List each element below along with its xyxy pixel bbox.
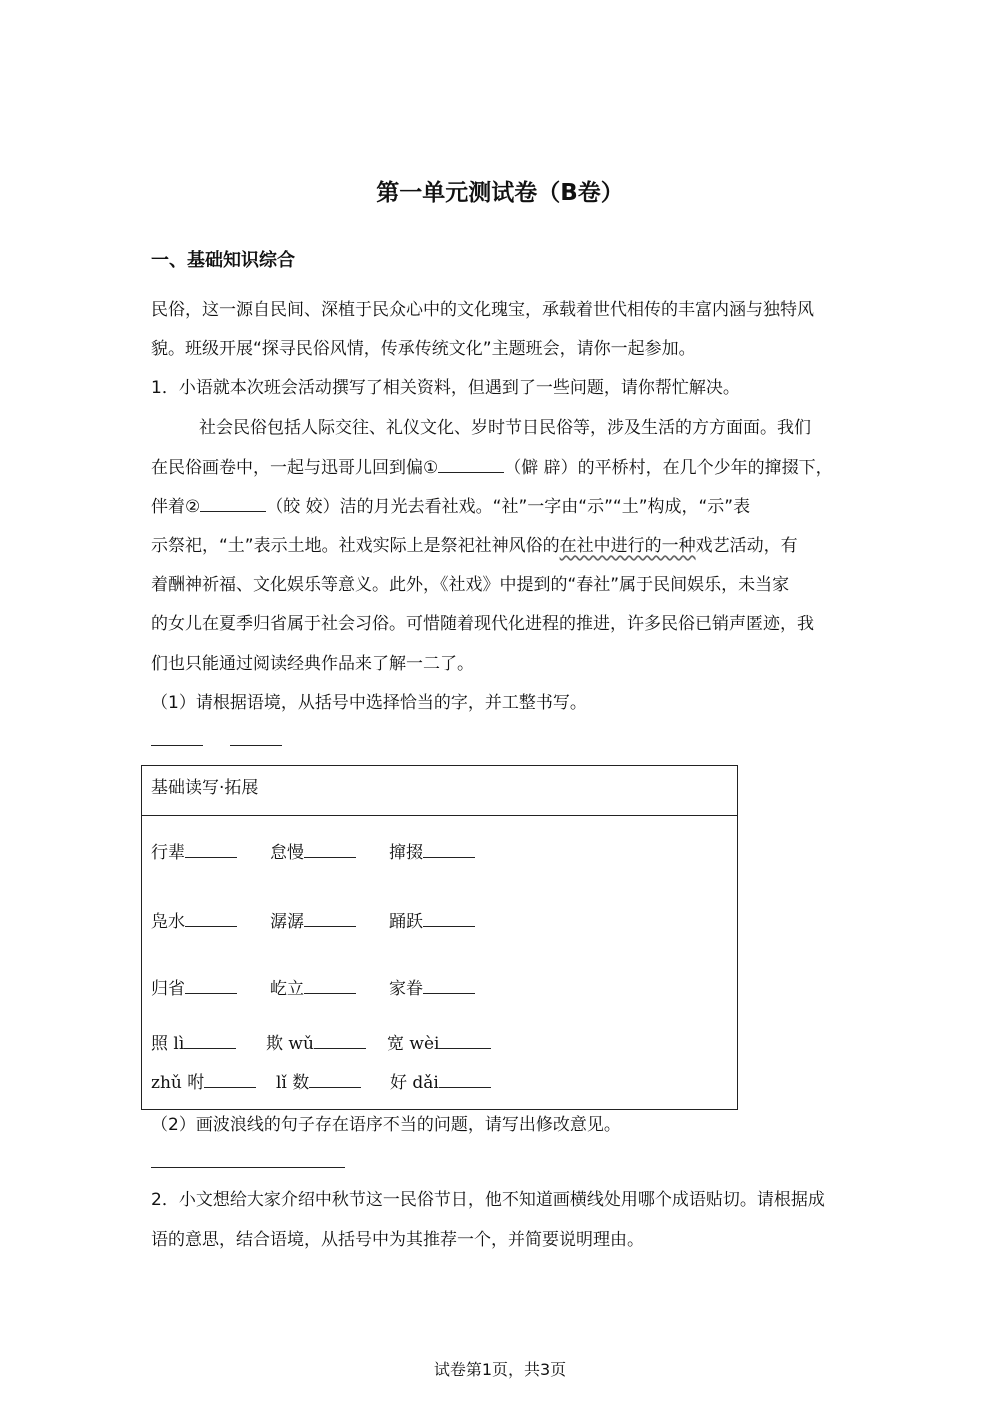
vocab-blank[interactable] bbox=[423, 841, 475, 858]
vocab-item: 踊跃 bbox=[389, 910, 475, 933]
passage-text: （僻 辟）的平桥村，在几个少年的撺掇下， bbox=[504, 458, 833, 478]
vocab-blank[interactable] bbox=[423, 977, 475, 994]
intro-line-2: 貌。班级开展“探寻民俗风情，传承传统文化”主题班会，请你一起参加。 bbox=[151, 339, 696, 359]
page-title: 第一单元测试卷（B卷） bbox=[376, 180, 624, 206]
section-heading: 一、基础知识综合 bbox=[151, 250, 295, 271]
vocab-blank[interactable] bbox=[304, 910, 356, 927]
vocab-item: 撺掇 bbox=[389, 841, 475, 864]
vocab-blank[interactable] bbox=[304, 977, 356, 994]
box-header: 基础读写·拓展 bbox=[151, 778, 259, 798]
vocab-item: 凫水 bbox=[151, 910, 237, 933]
vocab-item: 归省 bbox=[151, 977, 237, 1000]
passage-line-1: 社会民俗包括人际交往、礼仪文化、岁时节日民俗等，涉及生活的方方面面。我们 bbox=[199, 418, 811, 438]
question-2-line-2: 语的意思，结合语境，从括号中为其推荐一个，并简要说明理由。 bbox=[151, 1230, 644, 1250]
vocab-item: 怠慢 bbox=[270, 841, 356, 864]
answer-line-3[interactable] bbox=[151, 1167, 345, 1168]
pinyin-blank[interactable] bbox=[439, 1071, 491, 1088]
passage-line-5: 着酬神祈福、文化娱乐等意义。此外，《社戏》中提到的“春社”属于民间娱乐，未当家 bbox=[151, 575, 790, 595]
answer-line-2[interactable] bbox=[230, 745, 282, 746]
answer-line-1[interactable] bbox=[151, 745, 203, 746]
passage-line-2 bbox=[151, 456, 833, 479]
vocab-item: 潺潺 bbox=[270, 910, 356, 933]
page-footer: 试卷第1页，共3页 bbox=[433, 1360, 567, 1379]
intro-line-1: 民俗，这一源自民间、深植于民众心中的文化瑰宝，承载着世代相传的丰富内涵与独特风 bbox=[151, 300, 814, 320]
passage-text: （皎 姣）洁的月光去看社戏。“社”一字由“示”“土”构成，“示”表 bbox=[266, 497, 751, 517]
passage-line-3 bbox=[151, 495, 750, 518]
pinyin-blank[interactable] bbox=[309, 1071, 361, 1088]
pinyin-item: 照 lì bbox=[151, 1032, 236, 1055]
pinyin-blank[interactable] bbox=[184, 1032, 236, 1049]
pinyin-item: zhǔ 咐 bbox=[151, 1071, 256, 1094]
vocab-blank[interactable] bbox=[304, 841, 356, 858]
question-1-stem: 1．小语就本次班会活动撰写了相关资料，但遇到了一些问题，请你帮忙解决。 bbox=[151, 378, 740, 398]
pinyin-blank[interactable] bbox=[204, 1071, 256, 1088]
pinyin-blank[interactable] bbox=[439, 1032, 491, 1049]
passage-line-7: 们也只能通过阅读经典作品来了解一二了。 bbox=[151, 654, 474, 674]
passage-line-6: 的女儿在夏季归省属于社会习俗。可惜随着现代化进程的推进，许多民俗已销声匿迹，我 bbox=[151, 614, 814, 634]
vocab-blank[interactable] bbox=[423, 910, 475, 927]
pinyin-item: 宽 wèi bbox=[387, 1032, 491, 1055]
vocab-item: 屹立 bbox=[270, 977, 356, 1000]
vocab-item: 家眷 bbox=[389, 977, 475, 1000]
answer-blank-2[interactable] bbox=[200, 495, 266, 512]
passage-text: 戏艺活动，有 bbox=[695, 536, 798, 556]
sub-question-1: （1）请根据语境，从括号中选择恰当的字，并工整书写。 bbox=[151, 693, 587, 713]
pinyin-blank[interactable] bbox=[314, 1032, 366, 1049]
wavy-underlined-phrase: 在社中进行的一种 bbox=[559, 536, 696, 556]
pinyin-item: 欺 wǔ bbox=[266, 1032, 366, 1055]
pinyin-item: lǐ 数 bbox=[276, 1071, 361, 1094]
question-2-line-1: 2．小文想给大家介绍中秋节这一民俗节日，他不知道画横线处用哪个成语贴切。请根据成 bbox=[151, 1190, 825, 1210]
vocab-blank[interactable] bbox=[185, 910, 237, 927]
passage-text: 伴着② bbox=[151, 497, 201, 517]
vocab-blank[interactable] bbox=[185, 841, 237, 858]
passage-text: 示祭祀，“土”表示土地。社戏实际上是祭祀社神风俗的 bbox=[151, 536, 560, 556]
vocabulary-box bbox=[141, 765, 738, 1110]
sub-question-2: （2）画波浪线的句子存在语序不当的问题，请写出修改意见。 bbox=[151, 1115, 621, 1135]
box-divider bbox=[142, 815, 737, 816]
vocab-item: 行辈 bbox=[151, 841, 237, 864]
passage-line-4 bbox=[151, 535, 798, 557]
pinyin-item: 好 dǎi bbox=[390, 1071, 491, 1094]
passage-text: 在民俗画卷中，一起与迅哥儿回到偏① bbox=[151, 458, 439, 478]
vocab-blank[interactable] bbox=[185, 977, 237, 994]
answer-blank-1[interactable] bbox=[438, 456, 504, 473]
